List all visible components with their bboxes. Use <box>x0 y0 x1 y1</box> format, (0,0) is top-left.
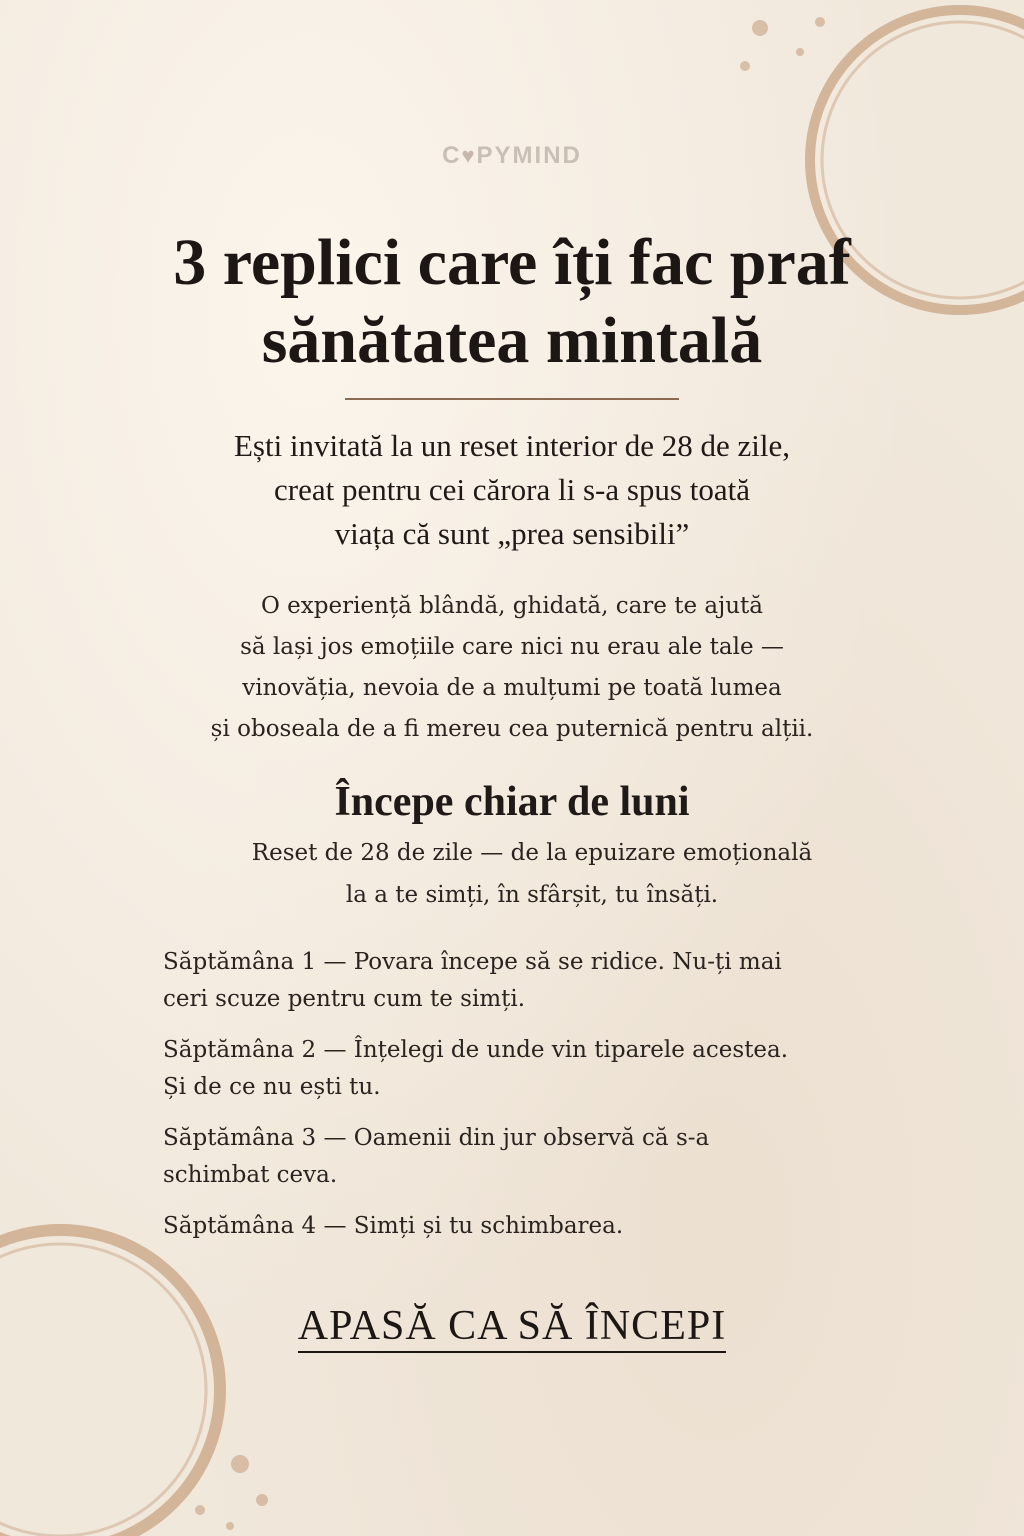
intro-line: și oboseala de a fi mereu cea puternică pentru alții. <box>210 716 814 742</box>
section-sub-line: la a te simți, în sfârșit, tu însăți. <box>345 882 719 908</box>
invitation-subtitle <box>130 424 894 556</box>
subtitle-line: creat pentru cei cărora li s-a spus toată <box>274 472 750 507</box>
subtitle-line: Ești invitată la un reset interior de 28 de zile, <box>233 428 791 463</box>
week-line: ceri scuze pentru cum te simți. <box>163 986 526 1012</box>
list-item-week-4 <box>163 1208 903 1245</box>
week-line: Săptămâna 2 — Înțelegi de unde vin tiparele acestea. <box>163 1037 789 1063</box>
title-divider <box>345 398 679 400</box>
page-title: 3 replici care îți fac praf sănătatea mintală <box>173 226 851 377</box>
intro-line: O experiență blândă, ghidată, care te ajută <box>261 593 763 619</box>
week-line: Săptămâna 3 — Oamenii din jur observă că s-a <box>163 1125 710 1151</box>
section-subtitle <box>140 832 924 916</box>
brand-logo <box>0 142 1024 170</box>
list-item-week-1 <box>163 944 903 1018</box>
section-title: Începe chiar de luni <box>334 779 690 825</box>
heart-icon: ♥ <box>461 143 477 168</box>
week-line: Și de ce nu ești tu. <box>163 1074 381 1100</box>
list-item-week-3 <box>163 1120 903 1194</box>
intro-paragraph <box>120 586 904 750</box>
logo-prefix: C <box>442 142 462 169</box>
week-line: Săptămâna 1 — Povara începe să se ridice. Nu-ți mai <box>163 949 782 975</box>
intro-line: să lași jos emoțiile care nici nu erau ale tale — <box>240 634 784 660</box>
weeks-list <box>163 944 903 1259</box>
intro-line: vinovăția, nevoia de a mulțumi pe toată lumea <box>242 675 782 701</box>
cta-container <box>0 1302 1024 1350</box>
week-line: Săptămâna 4 — Simți și tu schimbarea. <box>163 1213 624 1239</box>
week-line: schimbat ceva. <box>163 1162 338 1188</box>
subtitle-line: viața că sunt „prea sensibili” <box>334 516 690 551</box>
list-item-week-2 <box>163 1032 903 1106</box>
start-link[interactable]: APASĂ CA SĂ ÎNCEPI <box>298 1303 726 1353</box>
logo-suffix: PYMIND <box>476 142 582 169</box>
section-sub-line: Reset de 28 de zile — de la epuizare emoțională <box>251 840 813 866</box>
